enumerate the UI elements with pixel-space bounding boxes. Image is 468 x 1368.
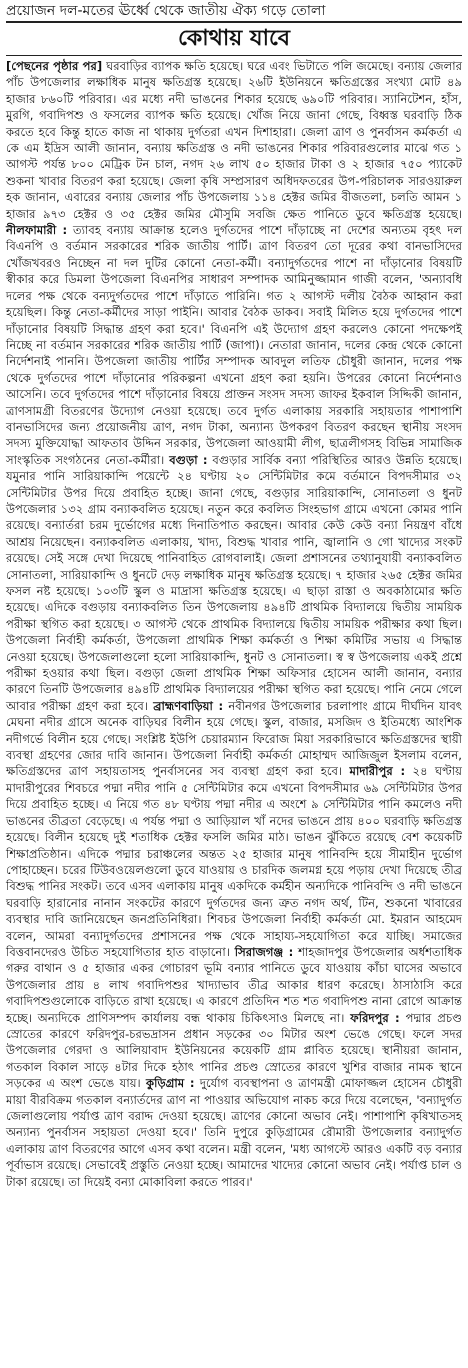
- previous-article-tail: প্রয়োজন দল-মতের ঊর্ধ্বে থেকে জাতীয় ঐক্য গড়ে তোলা: [6, 2, 462, 23]
- section-text: নবীনগর উপজেলার চরলাপাং গ্রামে দীর্ঘদিন যাবৎ মেঘনা নদীর গ্রাসে অনেক বাড়িঘর বিলীন হয়ে গেছে। স্কুল, বাজার, মসজিদ ও ইতিমধ্যে আংশিক নদীগর্ভে বিলীন হয়ে গেছে। সংশ্লিষ্ট ইউপি চেয়ারম্যান ফিরোজ মিয়া সরকারিভাবে ক্ষতিগ্রস্তদের স্থায়ী ব্যবস্থা গ্রহণের জোর দাবি জানান। উপজেলা নির্বাহী কর্মকর্তা মোহাম্মদ আজিজুল ইসলাম বলেন, ক্ষতিগ্রস্তদের ত্রাণ সহায়তাসহ পুনর্বাসনের সব ব্যবস্থা গ্রহণ করা হবে।: [6, 698, 462, 779]
- location-label-sirajganj: সিরাজগঞ্জ :: [234, 944, 294, 959]
- location-label-brahmanbaria: ব্রাহ্মণবাড়িয়া :: [153, 698, 224, 713]
- section-text: পদ্মার প্রচণ্ড স্রোতের কারণে ফরিদপুর-চরভদ্রাসন প্রধান সড়কের ৩০ মিটার অংশ ভেঙে গেছে। ফলে সদর উপজেলার গেরদা ও আলিয়াবাদ ইউনিয়নের কয়েকটি গ্রাম প্লাবিত হয়েছে। স্থানীয়রা জানান, গতকাল বিকাল সাড়ে ৪টার দিকে হঠাৎ পানির প্রচণ্ড স্রোতের কারণে খুশির বাজার নামক স্থানে সড়কের এ অংশ ভেঙে যায়।: [6, 1010, 462, 1091]
- section-text: শাহজাদপুর উপজেলার অর্ধশতাধিক গরুর বাথান ও ৫ হাজার একর গোচারণ ভূমি বন্যার পানিতে ডুবে যাওয়ায় কাঁচা ঘাসের অভাবে উপজেলার প্রায় ৪ লাখ গবাদিপশুর খাদ্যাভাব তীব্র আকার ধারণ করেছে। ঠাসাঠাসি করে গবাদিপশুগুলোকে বাড়িতে রাখা হয়েছে। এ কারণে প্রতিদিন শত শত গবাদিপশু নানা রোগে আক্রান্ত হচ্ছে। অন্যদিকে প্রাণিসম্পদ কার্যালয় বন্ধ থাকায় চিকিৎসাও মিলছে না।: [6, 944, 463, 1025]
- location-label-nilphamari: নীলফামারী :: [6, 223, 68, 238]
- section-text: ঘরবাড়ির ব্যাপক ক্ষতি হয়েছে। ঘরে এবং ভিটাতে পলি জমেছে। বন্যায় জেলার পাঁচ উপজেলার লক্ষাধিক মানুষ ক্ষতিগ্রস্ত হয়েছে। ২৬টি ইউনিয়নে ক্ষতিগ্রস্তের সংখ্যা মোট ৪৯ হাজার ৮৬০টি পরিবার। এর মধ্যে নদী ভাঙনের শিকার হয়েছে ৬৯০টি পরিবার। স্যানিটেশন, হাঁস, মুরগি, গবাদিপশু ও ফসলের ব্যাপক ক্ষতি হয়েছে। খোঁজ নিয়ে জানা গেছে, বিধ্বস্ত ঘরবাড়ি ঠিক করতে হবে কিন্তু হাতে কাজ না থাকায় দুর্গতরা এখন দিশাহারা। জেলা ত্রাণ ও পুনর্বাসন কর্মকর্তা এ কে এম ইদ্রিস আলী জানান, বন্যায় ক্ষতিগ্রস্ত ও নদী ভাঙনের শিকার পরিবারগুলোর মাঝে গত ১ আগস্ট পর্যন্ত ৮০০ মেট্রিক টন চাল, নগদ ২৬ লাখ ৫০ হাজার টাকা ও ২ হাজার ৭৫০ প্যাকেট শুকনা খাবার বিতরণ করা হয়েছে। জেলা কৃষি সম্প্রসারণ অধিদফতরের উপ-পরিচালক সারওয়ারুল হক জানান, এবারের বন্যায় জেলার পাঁচ উপজেলায় ১১৪ হেক্টর জমির বীজতলা, চলতি আমন ১ হাজার ৯৭৩ হেক্টর ও ৩৫ হেক্টর জমির মৌসুমি সবজি ক্ষেত পানিতে ডুবে ক্ষতিগ্রস্ত হয়েছে।: [6, 59, 462, 221]
- article-headline: কোথায় যাবে: [6, 25, 462, 56]
- section-text: ২৪ ঘণ্টায় মাদারীপুরের শিবচরে পদ্মা নদীর পানি ৫ সেন্টিমিটার কমে এখনো বিপদসীমার ৬৯ সেন্টিমিটার উপর দিয়ে প্রবাহিত হচ্ছে। এ নিয়ে গত ৪৮ ঘণ্টায় পদ্মা নদীর এ অংশে ৯ সেন্টিমিটার পানি কমলেও নদী ভাঙনের তীব্রতা বেড়েছে। এ পর্যন্ত পদ্মা ও আড়িয়াল খাঁ নদের ভাঙনে প্রায় ৪০০ ঘরবাড়ি ক্ষতিগ্রস্ত হয়েছে। বিলীন হয়েছে দুই শতাধিক হেক্টর ফসলি জমির মাঠ। ভাঙন ঝুঁকিতে রয়েছে বেশ কয়েকটি শিক্ষাপ্রতিষ্ঠান। এদিকে পদ্মার চরাঞ্চলের অন্তত ২৫ হাজার মানুষ পানিবন্দি হয়ে সীমাহীন দুর্ভোগ পোহাচ্ছেন। চরের টিউবওয়েলগুলো ডুবে যাওয়ায় ও চারদিক জলমগ্ন হয়ে পড়ায় দেখা দিয়েছে তীব্র বিশুদ্ধ পানির সংকট। তবে এসব এলাকায় মানুষ একদিকে কর্মহীন অন্যদিকে পানিবন্দি ও নদী ভাঙনে ঘরবাড়ি হারানোর নানান সংকটের কারণে দুর্গতদের জন্য ত্রুত নগদ অর্থ, টিন, শুকনো খাবারের ব্যবস্থার দাবি জানিয়েছেন জনপ্রতিনিধিরা। শিবচর উপজেলা নির্বাহী কর্মকর্তা মো. ইমরান আহমেদ বলেন, আমরা বন্যাদুর্গতদের প্রশাসনের পক্ষ থেকে সাহায্য-সহযোগিতা করে যাচ্ছি। সমাজের বিত্তবানদেরও উচিত সহযোগিতার হাত বাড়ানো।: [6, 764, 462, 959]
- section-text: বগুড়ার সার্বিক বন্যা পরিস্থিতির আরও উন্নতি হয়েছে। যমুনার পানি সারিয়াকান্দি পয়েন্টে ২৪ ঘণ্টায় ২০ সেন্টিমিটার কমে বর্তমানে বিপদসীমার ৩২ সেন্টিমিটার উপর দিয়ে প্রবাহিত হচ্ছে। জানা গেছে, বগুড়ার সারিয়াকান্দি, সোনাতলা ও ধুনট উপজেলার ১৩২ গ্রাম বন্যাকবলিত হয়েছে। নতুন করে কবলিত সিংহভাগ গ্রামে এখনো কোমর পানি রয়েছে। বন্যার্তরা চরম দুর্ভোগের মধ্যে দিনাতিপাত করছেন। আবার কেউ কেউ বন্যা নিয়ন্ত্রণ বাঁধে আশ্রয় নিয়েছেন। বন্যাকবলিত এলাকায়, খাদ্য, বিশুদ্ধ খাবার পানি, জ্বালানি ও গো খাদ্যের সংকট রয়েছে। সেই সঙ্গে দেখা দিয়েছে পানিবাহিত রোগবালাই। জেলা প্রশাসনের তথ্যানুযায়ী বন্যাকবলিত সোনাতলা, সারিয়াকান্দি ও ধুনটে দেড় লক্ষাধিক মানুষ ক্ষতিগ্রস্ত হয়েছে। ৭ হাজার ২৬৫ হেক্টর জমির ফসল নষ্ট হয়েছে। ১০৩টি স্কুল ও মাদ্রাসা ক্ষতিগ্রস্ত হয়েছে। এ ছাড়া রাস্তা ও অবকাঠামোর ক্ষতি হয়েছে। এদিকে বগুড়ায় বন্যাকবলিত তিন উপজেলায় ৪৯৪টি প্রাথমিক বিদ্যালয়ে দ্বিতীয় সাময়িক পরীক্ষা স্থগিত করা হয়েছে। ৩ আগস্ট থেকে প্রাথমিক বিদ্যালয়ে দ্বিতীয় সাময়িক পরীক্ষার কথা ছিল। উপজেলা নির্বাহী কর্মকর্তা, উপজেলা প্রাথমিক শিক্ষা কর্মকর্তা ও শিক্ষা কমিটির সভায় এ সিদ্ধান্ত নেওয়া হয়েছে। উপজেলাগুলো হলো সারিয়াকান্দি, ধুনট ও সোনাতলা। স্ব স্ব উপজেলায় একই প্রশ্নে পরীক্ষা হওয়ার কথা ছিল। বগুড়া জেলা প্রাথমিক শিক্ষা অফিসার হোসেন আলী জানান, বন্যার কারণে তিনটি উপজেলার ৪৯৪টি প্রাথমিক বিদ্যালয়ের পরীক্ষা স্থগিত করা হয়েছে। পানি নেমে গেলে আবার পরীক্ষা গ্রহণ করা হবে।: [6, 452, 462, 713]
- article-body: [6, 58, 462, 1190]
- continued-from-tag: [পেছনের পৃষ্ঠার পর]: [6, 59, 103, 73]
- location-label-madaripur: মাদারীপুর :: [349, 764, 406, 779]
- location-label-bogura: বগুড়া :: [169, 452, 208, 467]
- section-text: দুর্যোগ ব্যবস্থাপনা ও ত্রাণমন্ত্রী মোফাজ্জল হোসেন চৌধুরী মায়া বীরবিক্রম গতকাল বন্যার্তদের ত্রাণ না পাওয়ার অভিযোগ নাকচ করে দিয়ে বলেছেন, 'বন্যাদুর্গত জেলাগুলোয় পর্যাপ্ত ত্রাণ বরাদ্দ দেওয়া হয়েছে। ত্রাণের কোনো অভাব নেই। পাশাপাশি কৃষিখাতসহ অন্যান্য পুনর্বাসন সহায়তা দেওয়া হবে।' তিনি দুপুরে কুড়িগ্রামের রৌমারী উপজেলার বন্যাদুর্গত এলাকায় ত্রাণ বিতরণের আগে এসব কথা বলেন। মন্ত্রী বলেন, 'মধ্য আগস্টে আরও একটি বড় বন্যার পূর্বাভাস রয়েছে। সেভাবেই প্রস্তুতি নেওয়া হচ্ছে। আমাদের খাদ্যের কোনো অভাব নেই। পর্যাপ্ত চাল ও টাকা রয়েছে। তা দিয়েই বন্যা মোকাবিলা করতে পারব।': [6, 1076, 462, 1189]
- section-text: ত্যাবহ বন্যায় আক্রান্ত হলেও দুর্গতদের পাশে দাঁড়াচ্ছে না দেশের অন্যতম বৃহৎ দল বিএনপি ও বর্তমান সরকারের শরিক জাতীয় পার্টি। ত্রাণ বিতরণ তো দূরের কথা বানভাসিদের খোঁজখবরও নিচ্ছেন না দল দুটির কোনো নেতা-কর্মী। বন্যাদুর্গতদের পাশে না দাঁড়ানোর বিষয়টি স্বীকার করে ডিমলা উপজেলা বিএনপির সাধারণ সম্পাদক আমিনুজ্জামান গাজী বলেন, 'অন্যাবধি দলের পক্ষ থেকে বন্যদুর্গতদের পাশে দাঁড়াতে পারিনি। গত ২ আগস্ট দলীয় বৈঠক আহ্বান করা হয়েছিল। কিন্তু নেতা-কর্মীদের সাড়া পাইনি। আবার বৈঠক ডাকব। সবাই মিলিত হয়ে দুর্গতদের পাশে দাঁড়ানোর বিষয়টি সিদ্ধান্ত গ্রহণ করা হবে।' বিএনপি এই উদ্যোগ গ্রহণ করলেও কোনো পদক্ষেপই নিচ্ছে না বর্তমান সরকারের শরিক জাতীয় পার্টি (জাপা)। নেতারা জানান, দলের কেন্দ্র থেকে কোনো নির্দেশনাই পাননি। উপজেলা জাতীয় পার্টির সম্পাদক আবদুল লতিফ চৌধুরী জানান, দলের পক্ষ থেকে দুর্গতদের পাশে দাঁড়ানোর পরিকল্পনা এখনো গ্রহণ করা হয়নি। উপরের কোনো নির্দেশনাও আসেনি। তবে দুর্গতদের পাশে দাঁড়ানোর বিষয়ে প্রাক্তন সংসদ সদস্য জাফর ইকবাল সিদ্দিকী জানান, ত্রাণসামগ্রী বিতরণের উদ্যোগ নেওয়া হয়েছে। তবে দুর্গত এলাকায় সরকারি সহায়তার পাশাপাশি বানভাসিদের জন্য প্রয়োজনীয় ত্রাণ, নগদ টাকা, অন্যান্য উপকরণ বিতরণ করছেন স্থানীয় সংসদ সদস্য মুক্তিযোদ্ধা আফতাব উদ্দিন সরকার, উপজেলা আওয়ামী লীগ, ছাত্রলীগসহ বিভিন্ন সামাজিক সাংস্কৃতিক সংগঠনের নেতা-কর্মীরা।: [6, 223, 462, 467]
- location-label-faridpur: ফরিদপুর :: [350, 1010, 400, 1025]
- location-label-kurigram: কুড়িগ্রাম :: [146, 1076, 195, 1091]
